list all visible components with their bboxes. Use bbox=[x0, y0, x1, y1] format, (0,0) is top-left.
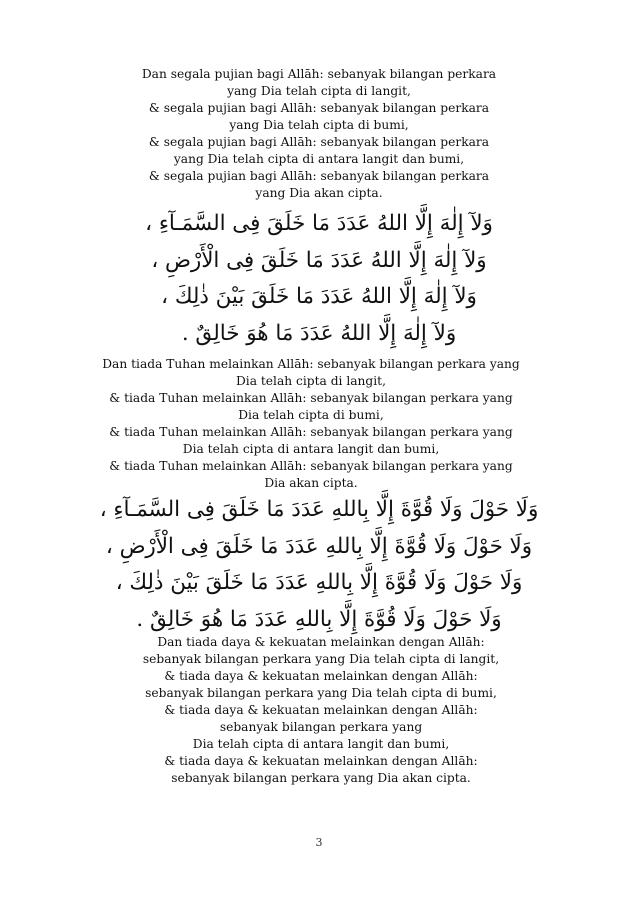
hawqala-arabic-block bbox=[0, 492, 638, 638]
arabic-line: وَلَا حَوْلَ وَلَا قُوَّةَ إِلَّا بِاللهِ عَدَدَ مَا خَلَقَ فِى الْأَرْضِ ، bbox=[105, 533, 533, 559]
text-line: & segala pujian bagi Allāh: sebanyak bilangan perkara bbox=[148, 135, 490, 149]
arabic-line: وَلَا حَوْلَ وَلَا قُوَّةَ إِلَّا بِاللهِ عَدَدَ مَا هُوَ خَالِقٌ . bbox=[136, 606, 502, 632]
arabic-line: وَلآ إِلٰهَ إِلَّا اللهُ عَدَدَ مَا هُوَ خَالِقٌ . bbox=[181, 320, 457, 346]
text-line: & tiada Tuhan melainkan Allāh: sebanyak bilangan perkara yang bbox=[109, 425, 513, 439]
text-line: yang Dia telah cipta di antara langit dan bumi, bbox=[173, 152, 465, 166]
text-line: Dia telah cipta di bumi, bbox=[238, 408, 384, 422]
text-line: yang Dia telah cipta di bumi, bbox=[229, 118, 409, 132]
text-line: Dia telah cipta di antara langit dan bumi, bbox=[182, 442, 440, 456]
arabic-line: وَلآ إِلٰهَ إِلَّا اللهُ عَدَدَ مَا خَلَقَ فِى الْأَرْضِ ، bbox=[151, 247, 487, 273]
text-line: & tiada daya & kekuatan melainkan dengan Allāh: bbox=[164, 669, 478, 683]
text-line: & tiada daya & kekuatan melainkan dengan Allāh: bbox=[164, 703, 478, 717]
text-line: sebanyak bilangan perkara yang Dia telah cipta di bumi, bbox=[145, 686, 497, 700]
text-line: sebanyak bilangan perkara yang bbox=[219, 720, 423, 734]
page-number: 3 bbox=[315, 836, 323, 849]
arabic-line: وَلَا حَوْلَ وَلَا قُوَّةَ إِلَّا بِاللهِ عَدَدَ مَا خَلَقَ فِى السَّمَـآءِ ، bbox=[99, 497, 539, 522]
text-line: & segala pujian bagi Allāh: sebanyak bilangan perkara bbox=[148, 169, 490, 183]
text-line: Dan segala pujian bagi Allāh: sebanyak bilangan perkara bbox=[141, 67, 497, 81]
hawqala-translation-block bbox=[2, 634, 638, 787]
text-line: sebanyak bilangan perkara yang Dia akan cipta. bbox=[171, 771, 471, 785]
text-line: & tiada daya & kekuatan melainkan dengan Allāh: bbox=[164, 754, 478, 768]
tahlil-translation-block bbox=[0, 356, 630, 492]
praise-translation-block bbox=[0, 66, 638, 202]
arabic-line: وَلَا حَوْلَ وَلَا قُوَّةَ إِلَّا بِاللهِ عَدَدَ مَا خَلَقَ بَيْنَ ذٰلِكَ ، bbox=[115, 570, 523, 595]
text-line: Dan tiada Tuhan melainkan Allāh: sebanyak bilangan perkara yang bbox=[102, 357, 520, 371]
tahlil-arabic-block bbox=[0, 206, 638, 352]
text-line: & segala pujian bagi Allāh: sebanyak bilangan perkara bbox=[148, 101, 490, 115]
text-line: yang Dia telah cipta di langit, bbox=[227, 84, 411, 98]
text-line: Dan tiada daya & kekuatan melainkan dengan Allāh: bbox=[157, 635, 485, 649]
text-line: yang Dia akan cipta. bbox=[255, 186, 383, 200]
arabic-line: وَلآ إِلٰهَ إِلَّا اللهُ عَدَدَ مَا خَلَقَ بَيْنَ ذٰلِكَ ، bbox=[161, 284, 477, 309]
text-line: Dia telah cipta di antara langit dan bumi, bbox=[192, 737, 450, 751]
text-line: Dia akan cipta. bbox=[264, 476, 358, 490]
text-line: sebanyak bilangan perkara yang Dia telah cipta di langit, bbox=[142, 652, 500, 666]
text-line: & tiada Tuhan melainkan Allāh: sebanyak bilangan perkara yang bbox=[109, 391, 513, 405]
text-line: Dia telah cipta di langit, bbox=[235, 374, 386, 388]
arabic-line: وَلآ إِلٰهَ إِلَّا اللهُ عَدَدَ مَا خَلَقَ فِى السَّمَـآءِ ، bbox=[145, 211, 493, 236]
text-line: & tiada Tuhan melainkan Allāh: sebanyak bilangan perkara yang bbox=[109, 459, 513, 473]
